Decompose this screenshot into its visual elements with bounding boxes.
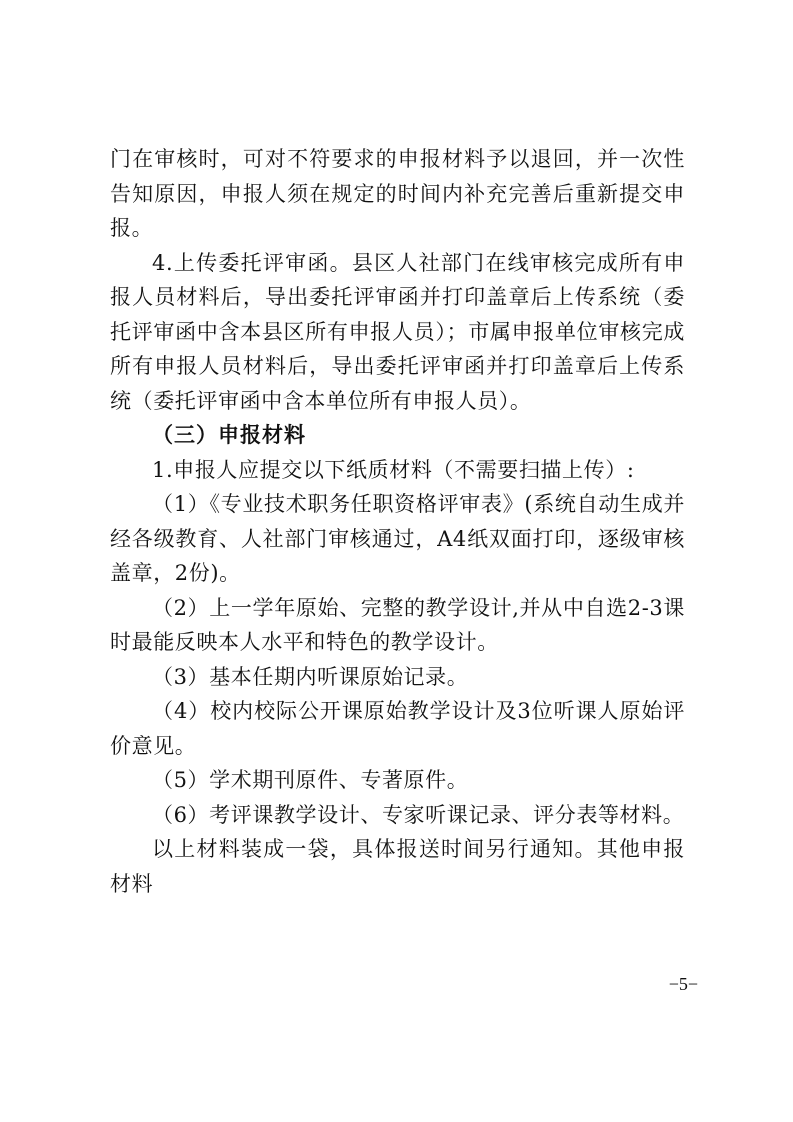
list-item-6: （6）考评课教学设计、专家听课记录、评分表等材料。 — [152, 802, 685, 827]
paragraph-continuation: 门在审核时，可对不符要求的申报材料予以退回，并一次性告知原因，申报人须在规定的时间内补充完善后重新提交申报。 — [110, 147, 685, 240]
list-item-3: （3）基本任期内听课原始记录。 — [152, 664, 469, 689]
paragraph-upload-letter: 4.上传委托评审函。县区人社部门在线审核完成所有申报人员材料后，导出委托评审函并打印盖章后上传系统（委托评审函中含本县区所有申报人员）；市属申报单位审核完成所有申报人员材料后，导出委托评审函并打印盖章后上传系统（委托评审函中含本单位所有申报人员）。 — [110, 250, 685, 413]
list-item-5: （5）学术期刊原件、专著原件。 — [152, 768, 469, 792]
list-item-1: （1）《专业技术职务任职资格评审表》(系统自动生成并经各级教育、人社部门审核通过，A4纸双面打印，逐级审核盖章，2份)。 — [110, 492, 685, 585]
list-item-2: （2）上一学年原始、完整的教学设计,并从中自选2-3课时最能反映本人水平和特色的教学设计。 — [110, 595, 685, 654]
document-body — [110, 142, 685, 901]
list-item-4: （4）校内校际公开课原始教学设计及3位听课人原始评价意见。 — [110, 699, 685, 758]
paragraph-paper-materials: 1.申报人应提交以下纸质材料（不需要扫描上传）: — [152, 457, 635, 482]
section-heading-materials: （三）申报材料 — [152, 422, 306, 447]
page-number: −5− — [668, 974, 698, 994]
paragraph-packaging-note: 以上材料装成一袋，具体报送时间另行通知。其他申报材料 — [110, 837, 685, 896]
